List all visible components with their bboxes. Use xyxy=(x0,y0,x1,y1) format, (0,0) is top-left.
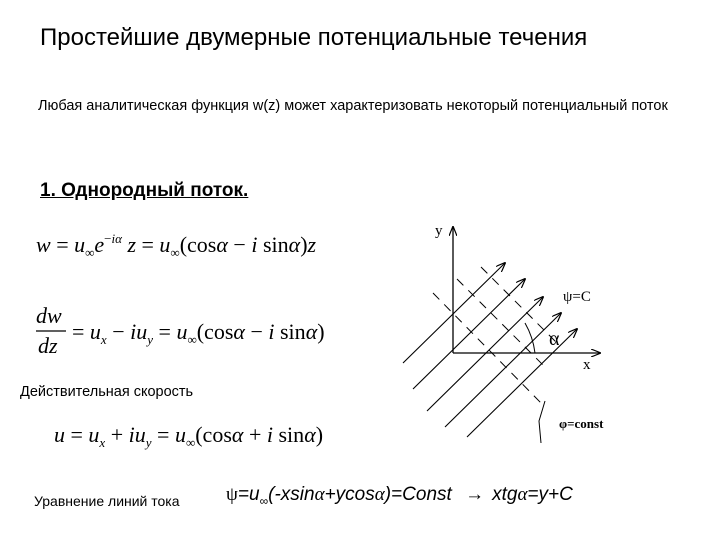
section-heading: 1. Однородный поток. xyxy=(40,180,249,201)
eq-part: +ycos xyxy=(324,484,375,505)
phi-leader-line xyxy=(539,401,545,443)
velocity-caption: Действительная скорость xyxy=(20,384,194,400)
streamline-equation xyxy=(226,484,573,508)
eq-alpha: α xyxy=(314,484,325,505)
eq-alpha: α xyxy=(374,484,385,505)
formula-dwdz xyxy=(36,303,386,366)
formula-w xyxy=(36,226,386,267)
x-axis-label: x xyxy=(583,357,591,373)
svg-text:dz: dz xyxy=(38,333,58,358)
formula-w-svg xyxy=(36,226,386,262)
psi-symbol: ψ xyxy=(226,484,238,505)
slide-title: Простейшие двумерные потенциальные течения xyxy=(40,24,588,51)
equipotential-line xyxy=(481,267,559,345)
phi-label: φ=const xyxy=(559,416,604,431)
streamline xyxy=(427,297,543,411)
eq-inf: ∞ xyxy=(259,493,269,508)
streamline xyxy=(413,279,525,389)
eq-part: xtg xyxy=(492,484,518,505)
formula-u xyxy=(54,418,384,459)
intro-text: Любая аналитическая функция w(z) может характеризовать некоторый потенциальный поток xyxy=(38,98,668,114)
eq-part: )=Const xyxy=(384,484,452,505)
formula-dwdz-svg xyxy=(36,303,386,361)
implies-arrow: → xyxy=(465,484,485,505)
psi-label: ψ=C xyxy=(563,289,591,305)
formula-u-svg xyxy=(54,418,384,454)
eq-part: =u xyxy=(237,484,260,505)
flow-diagram xyxy=(395,215,635,455)
svg-text:w = u∞e−iα z = u∞(cosα − i sin: $w = u_\infty e^-i\alpha$ $z = u_\infty(\cos\alpha - i$ sinα)z xyxy=(36,231,317,260)
equipotential-line xyxy=(457,279,547,369)
svg-text:u = ux + iuy = u∞(cosα + i sin: $u = u_x + iu_y = u_\infty(\cos\alpha + i$ sinα) xyxy=(54,422,324,450)
svg-text:dw: dw xyxy=(36,303,62,328)
streamline-caption: Уравнение линий тока xyxy=(34,493,180,509)
y-axis-label: y xyxy=(435,223,443,239)
eq-alpha: α xyxy=(517,484,528,505)
svg-text:= ux − iuy = u∞(cosα − i sinα): = $u_x - iu_y = u_\infty(\cos\alpha - i$ sinα) xyxy=(72,319,325,347)
alpha-label: α xyxy=(549,328,560,350)
eq-part: =y+C xyxy=(527,484,573,505)
eq-part: (-xsin xyxy=(268,484,315,505)
